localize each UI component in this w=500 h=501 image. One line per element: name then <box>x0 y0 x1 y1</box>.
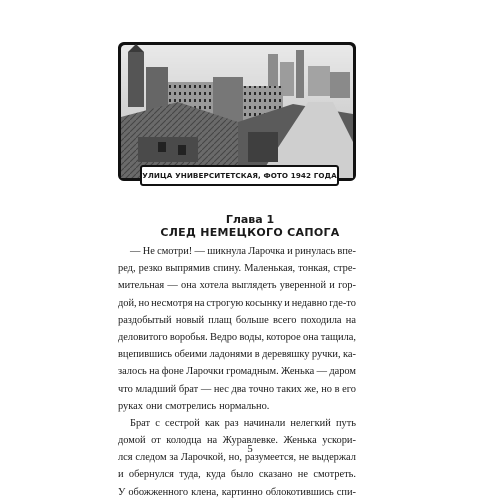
word: ручки, <box>311 349 341 361</box>
word: Журавлевке. <box>222 435 278 447</box>
word: выглядеть <box>231 280 277 292</box>
word: — <box>200 383 212 395</box>
word: — <box>130 246 141 257</box>
word: спи- <box>336 486 356 498</box>
word: за <box>169 452 179 464</box>
word: клена, <box>191 486 219 498</box>
word: Ведро <box>210 331 238 343</box>
word: дой, <box>118 297 137 309</box>
word: деловитого <box>118 331 168 343</box>
word: Женька <box>283 435 317 447</box>
word: не <box>298 452 310 464</box>
historical-photo <box>118 42 356 181</box>
word: путь <box>335 417 356 429</box>
word: недавно <box>291 297 328 309</box>
word: но <box>138 297 150 309</box>
word: и <box>329 280 335 292</box>
text-line <box>118 243 356 260</box>
word: и <box>284 297 290 309</box>
chapter-number: Глава 1 <box>225 213 275 226</box>
word: облокотившись <box>265 486 334 498</box>
word: воробья. <box>169 331 208 343</box>
word: ка- <box>343 349 356 361</box>
word: картинно <box>221 486 263 498</box>
word: хотела <box>199 280 229 292</box>
word: выпрямив <box>165 263 210 275</box>
word: даром <box>329 366 356 378</box>
word: — <box>167 280 178 292</box>
word: фоне <box>161 366 184 378</box>
word: мительная <box>118 280 165 292</box>
word: Ларочки <box>186 366 224 378</box>
word: гор- <box>338 280 356 292</box>
word: туда, <box>179 469 201 481</box>
text-line <box>118 415 356 432</box>
word: Женька <box>281 366 315 378</box>
word: два <box>231 383 247 395</box>
word: и <box>118 469 124 481</box>
chapter-title: СЛЕД НЕМЕЦКОГО САПОГА <box>160 226 340 239</box>
word: нес <box>213 383 229 395</box>
word: она <box>181 280 197 292</box>
word: брат <box>178 383 199 395</box>
word: на <box>345 314 356 326</box>
word: его <box>342 383 356 395</box>
photo-caption: УЛИЦА УНИВЕРСИТЕТСКАЯ, ФОТО 1942 ГОДА <box>140 165 339 186</box>
word: было <box>230 469 254 481</box>
word: новый <box>175 314 205 326</box>
word: домой <box>118 435 146 447</box>
word: в <box>254 349 260 361</box>
word: косынку <box>245 297 283 309</box>
word: воды, <box>239 331 265 343</box>
word: спину. <box>213 263 242 275</box>
word: плащ <box>208 314 232 326</box>
street-photo-image <box>118 42 356 181</box>
word: таких <box>276 383 302 395</box>
text-line <box>118 329 356 346</box>
word: деревяшку <box>262 349 310 361</box>
text-line <box>118 398 356 415</box>
word: больше <box>235 314 269 326</box>
text-line <box>118 466 356 483</box>
word: ускори- <box>322 435 356 447</box>
word: сестрой <box>164 417 200 429</box>
word: тонкая, <box>298 263 331 275</box>
word: не <box>297 469 308 481</box>
word: лся <box>118 452 133 464</box>
word: разумеется, <box>244 452 297 464</box>
text-line <box>118 312 356 329</box>
word: Ларочкой, <box>180 452 226 464</box>
word: шикнула <box>207 246 246 257</box>
word: нормально. <box>219 400 270 412</box>
word: — <box>194 246 205 257</box>
word: У <box>118 486 126 498</box>
word: стре- <box>333 263 356 275</box>
word: смотреть. <box>313 469 356 481</box>
word: — <box>316 366 327 378</box>
word: залось <box>118 366 147 378</box>
word: Ларочка <box>248 246 285 257</box>
word: от <box>151 435 161 447</box>
word: смотрелись <box>165 400 217 412</box>
text-line <box>118 363 356 380</box>
text-line <box>118 260 356 277</box>
word: сказано <box>258 469 293 481</box>
word: куда <box>206 469 226 481</box>
word: с <box>155 417 160 429</box>
word: всего <box>273 314 297 326</box>
word: они <box>145 400 163 412</box>
word: ред, <box>118 263 136 275</box>
word: резко <box>138 263 163 275</box>
word: несмотря <box>151 297 193 309</box>
word: походила <box>300 314 342 326</box>
word: которое <box>266 331 301 343</box>
word: раз <box>224 417 239 429</box>
text-line <box>118 277 356 294</box>
word: впе- <box>337 246 356 257</box>
word: и <box>287 246 293 257</box>
word: руках <box>118 400 143 412</box>
word: Не <box>142 246 155 257</box>
word: выдержал <box>311 452 356 464</box>
word: она <box>303 331 319 343</box>
word: уверенной <box>279 280 327 292</box>
word: но, <box>228 452 242 464</box>
word: колодца <box>166 435 202 447</box>
word: что <box>118 383 133 395</box>
word: обожженного <box>128 486 189 498</box>
word: но <box>321 383 333 395</box>
word: тащила, <box>320 331 356 343</box>
word: на <box>149 366 160 378</box>
word: Маленькая, <box>244 263 296 275</box>
word: на <box>194 297 205 309</box>
word: обеими <box>174 349 208 361</box>
word: начинали <box>243 417 286 429</box>
body-text <box>118 243 356 501</box>
word: Брат <box>130 417 151 429</box>
page-number: 5 <box>247 443 253 455</box>
word: вцепившись <box>118 349 173 361</box>
word: следом <box>135 452 167 464</box>
text-line <box>118 346 356 363</box>
word: где-то <box>329 297 356 309</box>
word: смотри! <box>157 246 193 257</box>
word: же, <box>304 383 319 395</box>
word: громадным. <box>226 366 279 378</box>
word: точно <box>248 383 275 395</box>
word: в <box>334 383 340 395</box>
text-line <box>118 381 356 398</box>
word: ладонями <box>209 349 253 361</box>
word: раздобытый <box>118 314 172 326</box>
word: как <box>204 417 220 429</box>
word: строгую <box>206 297 244 309</box>
word: младший <box>135 383 177 395</box>
word: ринулась <box>294 246 336 257</box>
word: нелегкий <box>290 417 331 429</box>
word: обернулся <box>128 469 174 481</box>
text-line <box>118 484 356 501</box>
text-line <box>118 295 356 312</box>
word: на <box>206 435 218 447</box>
